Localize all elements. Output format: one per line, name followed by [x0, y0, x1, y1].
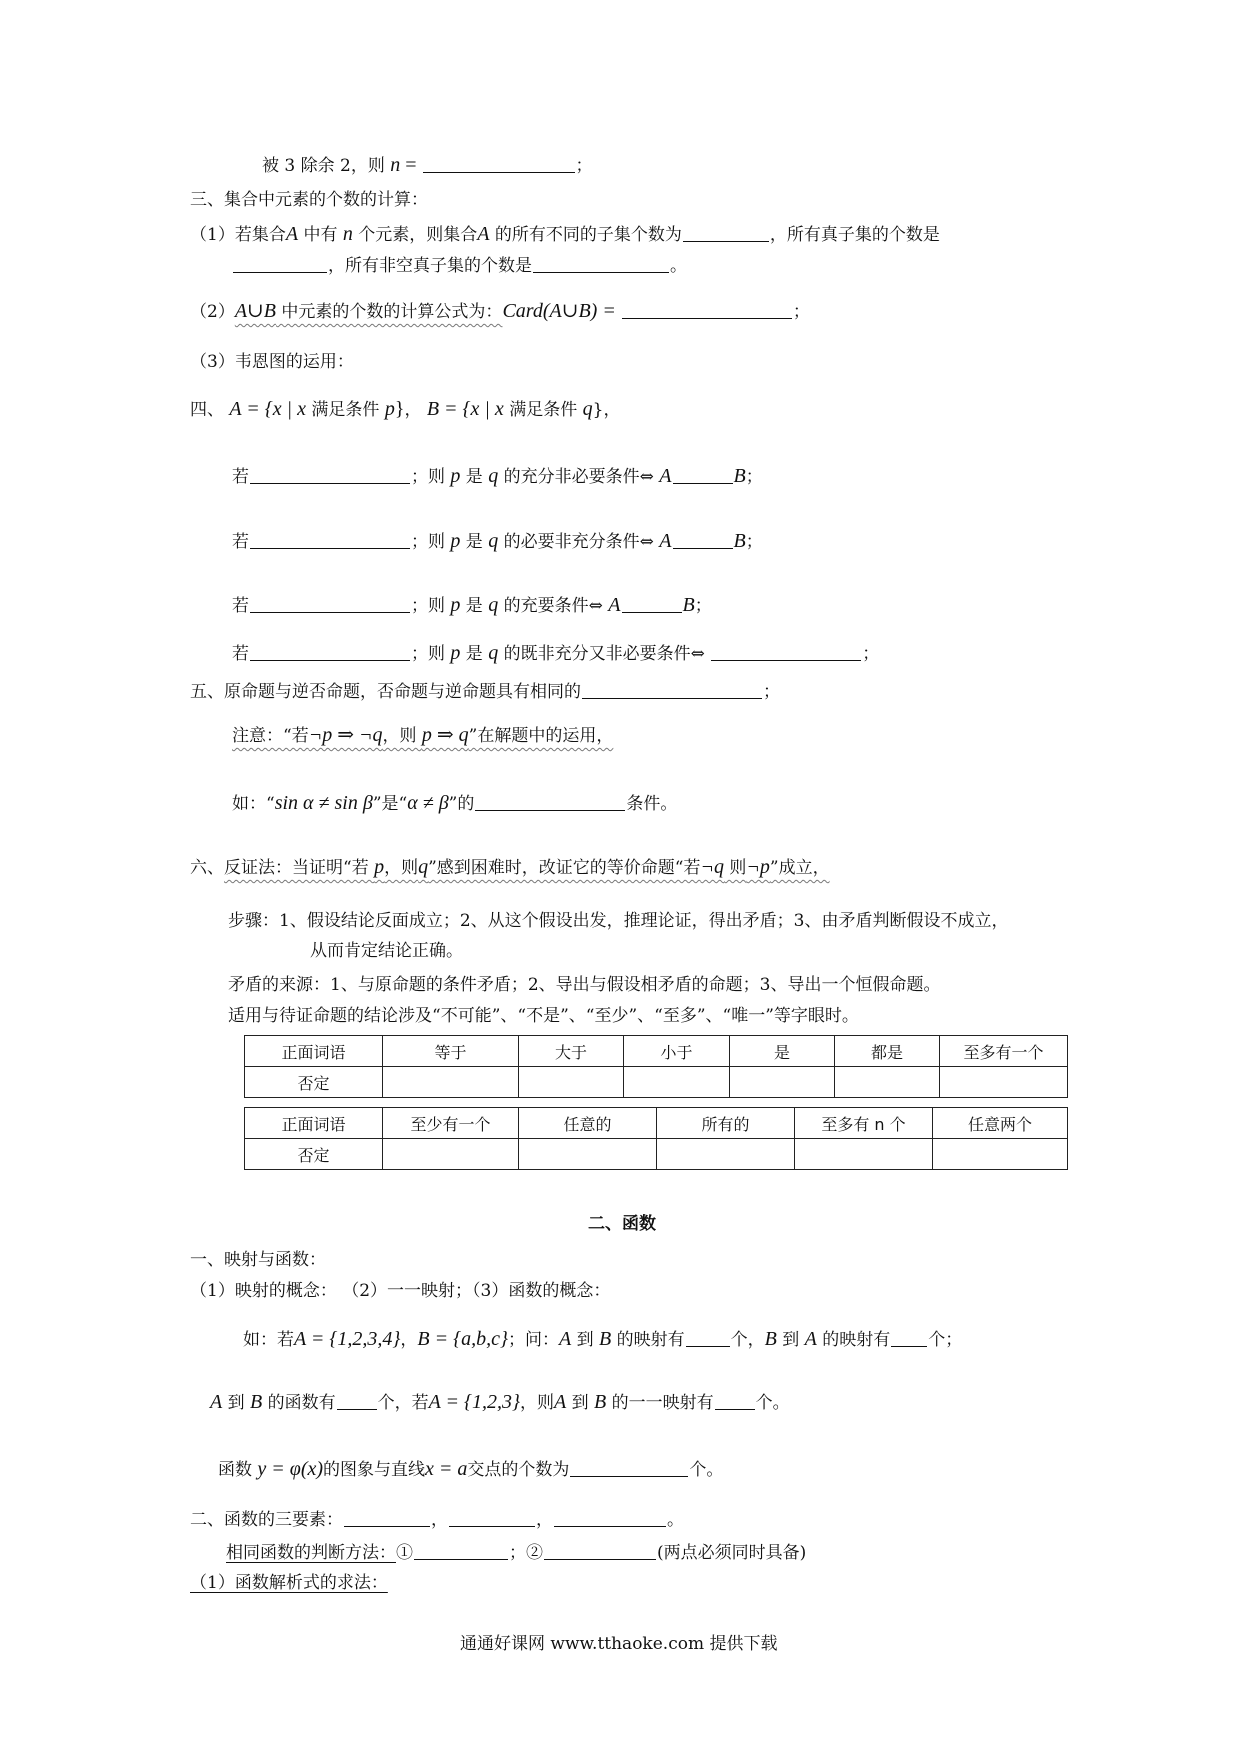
blank[interactable]	[544, 1543, 656, 1560]
table-cell[interactable]	[933, 1139, 1068, 1170]
blank[interactable]	[250, 596, 410, 613]
table-cell: 都是	[835, 1036, 940, 1067]
page-footer: 通通好课网 www.tthaoke.com 提供下载	[460, 1634, 778, 1654]
condition-row: 若 ；则 p 是 q 的充分非必要条件⇔ A B；	[232, 465, 763, 487]
blank[interactable]	[533, 256, 669, 273]
section-4-title: 四、 A = {x | x 满足条件 p}， B = {x | x 满足条件 q}，	[190, 398, 621, 420]
blank[interactable]	[233, 256, 327, 273]
condition-row: 若 ；则 p 是 q 的必要非充分条件⇔ A B；	[232, 530, 763, 552]
s3-item3: （3）韦恩图的运用：	[190, 352, 354, 372]
chapter-title: 二、函数	[588, 1214, 656, 1234]
blank[interactable]	[673, 467, 733, 484]
section-3-title: 三、集合中元素的个数的计算：	[190, 190, 428, 210]
negation-table-2	[244, 1107, 1068, 1170]
negation-table-1	[244, 1035, 1068, 1098]
blank[interactable]	[686, 1330, 730, 1347]
table-cell[interactable]	[730, 1067, 835, 1098]
table-cell: 至少有一个	[383, 1108, 519, 1139]
section-5-title: 五、原命题与逆否命题，否命题与逆命题具有相同的 ；	[190, 682, 780, 702]
table-cell: 大于	[519, 1036, 624, 1067]
table-row	[245, 1108, 1068, 1139]
s6-source: 矛盾的来源：1、与原命题的条件矛盾；2、导出与假设相矛盾的命题；3、导出一个恒假命题。	[228, 975, 941, 995]
blank[interactable]	[554, 1510, 666, 1527]
table-cell: 所有的	[657, 1108, 795, 1139]
table-cell[interactable]	[519, 1067, 624, 1098]
table-cell[interactable]	[624, 1067, 730, 1098]
ch2-example-3: 函数 y = φ(x)的图象与直线x = a交点的个数为 个。	[218, 1458, 724, 1480]
condition-row: 若 ；则 p 是 q 的既非充分又非必要条件⇔ ；	[232, 642, 880, 664]
s3-item1-line2: ，所有非空真子集的个数是 。	[232, 254, 687, 278]
blank[interactable]	[891, 1330, 927, 1347]
s3-item2: （2）A∪B 中元素的个数的计算公式为：Card(A∪B) = ；	[190, 300, 810, 322]
table-cell: 正面词语	[245, 1108, 383, 1139]
table-cell: 任意两个	[933, 1108, 1068, 1139]
table-cell: 至多有一个	[940, 1036, 1068, 1067]
table-row	[245, 1139, 1068, 1170]
table-cell[interactable]	[519, 1139, 657, 1170]
table-cell[interactable]	[940, 1067, 1068, 1098]
section-6-title: 六、反证法：当证明“若 p，则q”感到困难时，改证它的等价命题“若¬q 则¬p”成立，	[190, 856, 830, 878]
ch2-section-2: 二、函数的三要素： ， ， 。	[190, 1510, 684, 1530]
blank[interactable]	[337, 1393, 377, 1410]
blank[interactable]	[622, 596, 682, 613]
s6-steps-1: 步骤：1、假设结论反面成立；2、从这个假设出发，推理论证，得出矛盾；3、由矛盾判断假设不成立，	[228, 911, 1009, 931]
blank[interactable]	[414, 1543, 508, 1560]
s5-note: 注意：“若¬p ⇒ ¬q，则 p ⇒ q”在解题中的运用，	[232, 724, 614, 746]
blank[interactable]	[250, 467, 410, 484]
ch2-same-function: 相同函数的判断方法：① ；② (两点必须同时具备)	[226, 1543, 807, 1563]
blank[interactable]	[582, 682, 762, 699]
table-cell: 是	[730, 1036, 835, 1067]
blank[interactable]	[683, 225, 769, 242]
blank[interactable]	[673, 532, 733, 549]
table-cell[interactable]	[795, 1139, 933, 1170]
table-cell: 小于	[624, 1036, 730, 1067]
blank[interactable]	[570, 1460, 688, 1477]
table-cell: 正面词语	[245, 1036, 383, 1067]
blank[interactable]	[711, 644, 861, 661]
table-cell[interactable]	[383, 1139, 519, 1170]
s6-apply: 适用与待证命题的结论涉及“不可能”、“不是”、“至少”、“至多”、“唯一”等字眼时。	[228, 1006, 859, 1026]
blank[interactable]	[715, 1393, 755, 1410]
table-cell: 等于	[383, 1036, 519, 1067]
table-cell: 否定	[245, 1139, 383, 1170]
blank[interactable]	[250, 532, 410, 549]
table-cell: 否定	[245, 1067, 383, 1098]
ch2-example-2: A 到 B 的函数有 个，若A = {1,2,3}，则A 到 B 的一一映射有 个。	[210, 1391, 790, 1413]
table-row	[245, 1067, 1068, 1098]
table-row	[245, 1036, 1068, 1067]
blank[interactable]	[449, 1510, 535, 1527]
blank[interactable]	[622, 302, 792, 319]
s3-item1-line1: （1）若集合A 中有 n 个元素，则集合A 的所有不同的子集个数为 ，所有真子集的个数是	[190, 223, 940, 245]
table-cell[interactable]	[835, 1067, 940, 1098]
table-cell: 任意的	[519, 1108, 657, 1139]
ch2-section-1: 一、映射与函数：	[190, 1250, 326, 1270]
condition-row: 若 ；则 p 是 q 的充要条件⇔ A B；	[232, 594, 712, 616]
s5-example: 如：“sin α ≠ sin β”是“α ≠ β”的 条件。	[232, 792, 678, 814]
table-cell[interactable]	[383, 1067, 519, 1098]
table-cell: 至多有 n 个	[795, 1108, 933, 1139]
intro-line: 被 3 除余 2，则 n = ；	[262, 154, 593, 176]
table-cell[interactable]	[657, 1139, 795, 1170]
s6-steps-2: 从而肯定结论正确。	[310, 941, 463, 961]
blank[interactable]	[250, 644, 410, 661]
blank[interactable]	[423, 156, 575, 173]
ch2-section-2-sub1: （1）函数解析式的求法：	[190, 1573, 388, 1593]
ch2-example-1: 如：若A = {1,2,3,4}，B = {a,b,c}；问：A 到 B 的映射有 个，B 到 A 的映射有 个；	[243, 1328, 963, 1350]
blank[interactable]	[344, 1510, 430, 1527]
blank[interactable]	[475, 794, 625, 811]
ch2-section-1-sub: （1）映射的概念： （2）一一映射；（3）函数的概念：	[190, 1281, 611, 1301]
